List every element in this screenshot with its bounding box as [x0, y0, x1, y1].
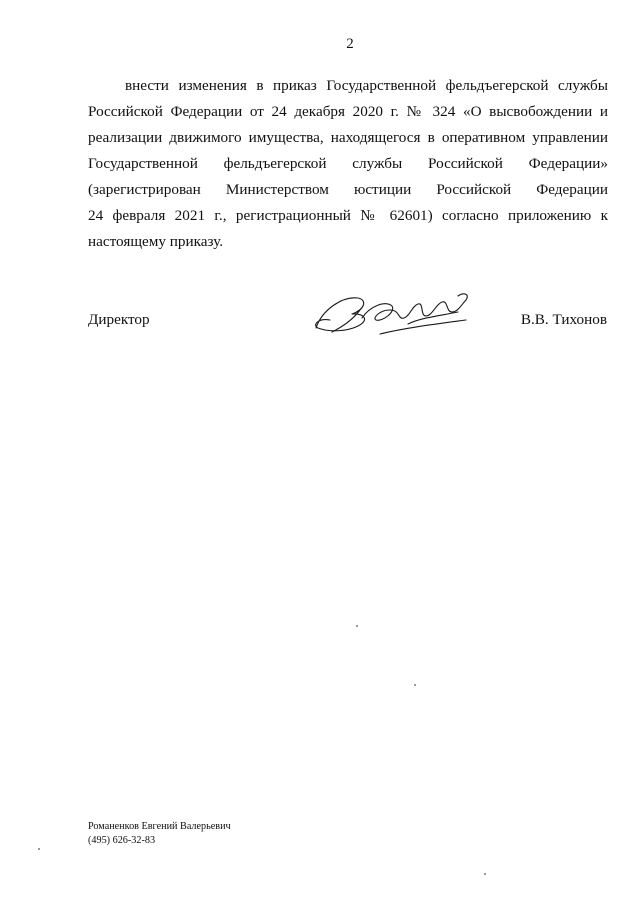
- body-line-6: 24 февраля 2021 г., регистрационный № 62601) согласно приложению к: [88, 207, 608, 224]
- scan-speck: [484, 873, 486, 875]
- body-line-4: Государственной фельдъегерской службы Российской Федерации»: [88, 155, 608, 172]
- body-line-2: Российской Федерации от 24 декабря 2020 г. № 324 «О высвобождении и: [88, 103, 608, 120]
- handwritten-signature-icon: [308, 288, 478, 344]
- body-line-1: внести изменения в приказ Государственной фельдъегерской службы: [125, 77, 608, 94]
- executor-phone: (495) 626-32-83: [88, 835, 156, 846]
- signer-name: В.В. Тихонов: [520, 311, 607, 328]
- executor-name: Романенков Евгений Валерьевич: [88, 821, 231, 832]
- page-number: 2: [346, 36, 354, 52]
- scan-speck: [356, 625, 358, 627]
- body-line-5: (зарегистрирован Министерством юстиции Российской Федерации: [88, 181, 608, 198]
- scan-speck: [38, 848, 40, 850]
- executor-info: [88, 820, 231, 848]
- scan-speck: [414, 684, 416, 686]
- order-body-text: [88, 73, 608, 255]
- body-line-7: настоящему приказу.: [88, 233, 224, 250]
- signer-position: Директор: [88, 311, 150, 328]
- body-line-3: реализации движимого имущества, находящегося в оперативном управлении: [88, 129, 608, 146]
